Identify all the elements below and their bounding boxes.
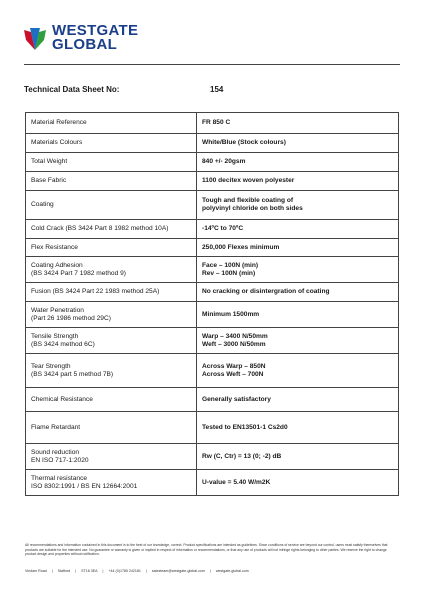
spec-property <box>26 134 197 153</box>
datasheet-label: Technical Data Sheet No: <box>24 85 120 94</box>
spec-property <box>26 444 197 470</box>
spec-property <box>26 354 197 388</box>
spec-value <box>197 444 399 470</box>
footer-item: | <box>209 569 211 573</box>
disclaimer-text: All recommendations and information contained in this document is to the best of our knowledge, correct. Product specifications are intended as guidelines. Since conditions of service are beyond our control, users must satisfy themselves that products are suitable for the intended use. No guarantee or warranty is given or implied in respect of information or recommendations, or that any use of products will not infringe rights belonging to other parties. We reserve the right to change product design and properties without notification. <box>25 543 388 557</box>
spec-property <box>26 328 197 354</box>
spec-value <box>197 412 399 444</box>
logo-wordmark <box>52 24 138 52</box>
spec-row <box>26 220 399 239</box>
spec-value-line: -14ºC to 70ºC <box>202 225 244 232</box>
spec-property <box>26 412 197 444</box>
spec-row <box>26 134 399 153</box>
spec-property <box>26 388 197 412</box>
spec-value-line: Warp – 3400 N/50mm <box>202 332 268 340</box>
spec-value-line: White/Blue (Stock colours) <box>202 139 286 146</box>
spec-property <box>26 283 197 302</box>
spec-property-line: Sound reduction <box>31 448 80 456</box>
logo-word-westgate: WESTGATE <box>52 22 139 39</box>
footer-item: | <box>145 569 147 573</box>
footer-item: | <box>51 569 53 573</box>
spec-value-line: Across Weft – 700N <box>202 370 264 378</box>
spec-property <box>26 470 197 496</box>
spec-value-line: Generally satisfactory <box>202 395 271 403</box>
spec-value-line: No cracking or disintergration of coating <box>202 288 330 295</box>
spec-property-line: Flex Resistance <box>31 243 78 251</box>
spec-property-line: ISO 8302:1991 / BS EN 12664:2001 <box>31 482 138 490</box>
spec-table <box>25 112 399 496</box>
spec-value <box>197 283 399 302</box>
spec-row <box>26 172 399 191</box>
logo-word-global: GLOBAL <box>52 36 118 53</box>
spec-property-line: Tear Strength <box>31 362 71 370</box>
spec-property-line: Tensile Strength <box>31 332 79 340</box>
spec-row <box>26 412 399 444</box>
spec-row <box>26 302 399 328</box>
spec-property-line: Fusion (BS 3424 Part 22 1983 method 25A) <box>31 288 160 295</box>
spec-value-line: Tested to EN13501-1 Cs2d0 <box>202 423 288 431</box>
spec-value-line: 840 +/- 20gsm <box>202 158 246 165</box>
spec-property-line: (BS 3424 part 5 method 7B) <box>31 370 114 378</box>
spec-row <box>26 470 399 496</box>
spec-value <box>197 328 399 354</box>
spec-value-line: U-value = 5.40 W/m2K <box>202 478 271 486</box>
spec-property-line: Cold Crack (BS 3424 Part 8 1982 method 10A) <box>31 225 169 232</box>
spec-row <box>26 239 399 257</box>
westgate-shield-icon <box>24 26 46 52</box>
spec-value-line: 250,000 Flexes minimum <box>202 243 280 251</box>
spec-value-line: Weft – 3000 N/50mm <box>202 340 266 348</box>
spec-value-line: Rw (C, Ctr) = 13 (0; -2) dB <box>202 452 282 460</box>
spec-value <box>197 354 399 388</box>
spec-property-line: Total Weight <box>31 158 68 165</box>
spec-property-line: Water Penetration <box>31 306 84 314</box>
spec-value <box>197 134 399 153</box>
footer-item: ST16 3EA <box>81 569 98 573</box>
spec-value-line: Rev – 100N (min) <box>202 269 256 277</box>
spec-row <box>26 388 399 412</box>
spec-row <box>26 283 399 302</box>
spec-property-line: Base Fabric <box>31 177 67 184</box>
spec-row <box>26 191 399 220</box>
footer-item: | <box>102 569 104 573</box>
spec-row <box>26 257 399 283</box>
spec-property-line: Coating <box>31 201 54 208</box>
spec-value-line: Minimum 1500mm <box>202 310 260 318</box>
spec-property <box>26 257 197 283</box>
spec-property-line: EN ISO 717-1:2020 <box>31 456 89 464</box>
spec-value-line: Face – 100N (min) <box>202 261 259 269</box>
footer-item: Vindam Road <box>25 569 47 573</box>
spec-property <box>26 220 197 239</box>
spec-value-line: Across Warp – 850N <box>202 362 266 370</box>
spec-value <box>197 257 399 283</box>
footer-contact <box>25 569 399 573</box>
spec-property-line: Thermal resistance <box>31 474 88 482</box>
spec-property <box>26 153 197 172</box>
datasheet-number: 154 <box>210 85 224 94</box>
footer-item: | <box>75 569 77 573</box>
company-logo <box>24 24 184 58</box>
spec-property-line: Material Reference <box>31 119 87 126</box>
spec-property-line: Coating Adhesion <box>31 261 83 269</box>
footer-item: +44 (0)1785 242181 <box>108 569 141 573</box>
spec-value <box>197 172 399 191</box>
spec-row <box>26 328 399 354</box>
spec-property-line: Flame Retardant <box>31 423 81 431</box>
spec-value <box>197 153 399 172</box>
spec-value <box>197 239 399 257</box>
spec-value <box>197 388 399 412</box>
header-rule <box>24 64 400 65</box>
spec-value-line: polyvinyl chloride on both sides <box>202 205 303 212</box>
spec-row <box>26 354 399 388</box>
spec-value-line: FR 850 C <box>202 119 231 126</box>
spec-row <box>26 444 399 470</box>
spec-value-line: 1100 decitex woven polyester <box>202 177 295 184</box>
spec-property-line: (BS 3424 Part 7 1982 method 9) <box>31 269 126 277</box>
spec-value <box>197 220 399 239</box>
spec-property <box>26 172 197 191</box>
spec-property <box>26 113 197 134</box>
footer-item: Stafford <box>57 569 71 573</box>
spec-value <box>197 302 399 328</box>
spec-property-line: Materials Colours <box>31 139 83 146</box>
spec-property <box>26 191 197 220</box>
spec-property-line: Chemical Resistance <box>31 395 93 403</box>
footer-item: westgate-global.com <box>215 569 249 573</box>
spec-property <box>26 239 197 257</box>
spec-property-line: (BS 3424 method 6C) <box>31 340 95 348</box>
spec-value <box>197 191 399 220</box>
spec-row <box>26 113 399 134</box>
spec-value-line: Tough and flexible coating of <box>202 197 294 204</box>
spec-property <box>26 302 197 328</box>
spec-value <box>197 113 399 134</box>
spec-row <box>26 153 399 172</box>
spec-property-line: (Part 26 1986 method 29C) <box>31 314 111 322</box>
spec-value <box>197 470 399 496</box>
footer-item: salesteam@westgate-global.com <box>151 569 205 573</box>
